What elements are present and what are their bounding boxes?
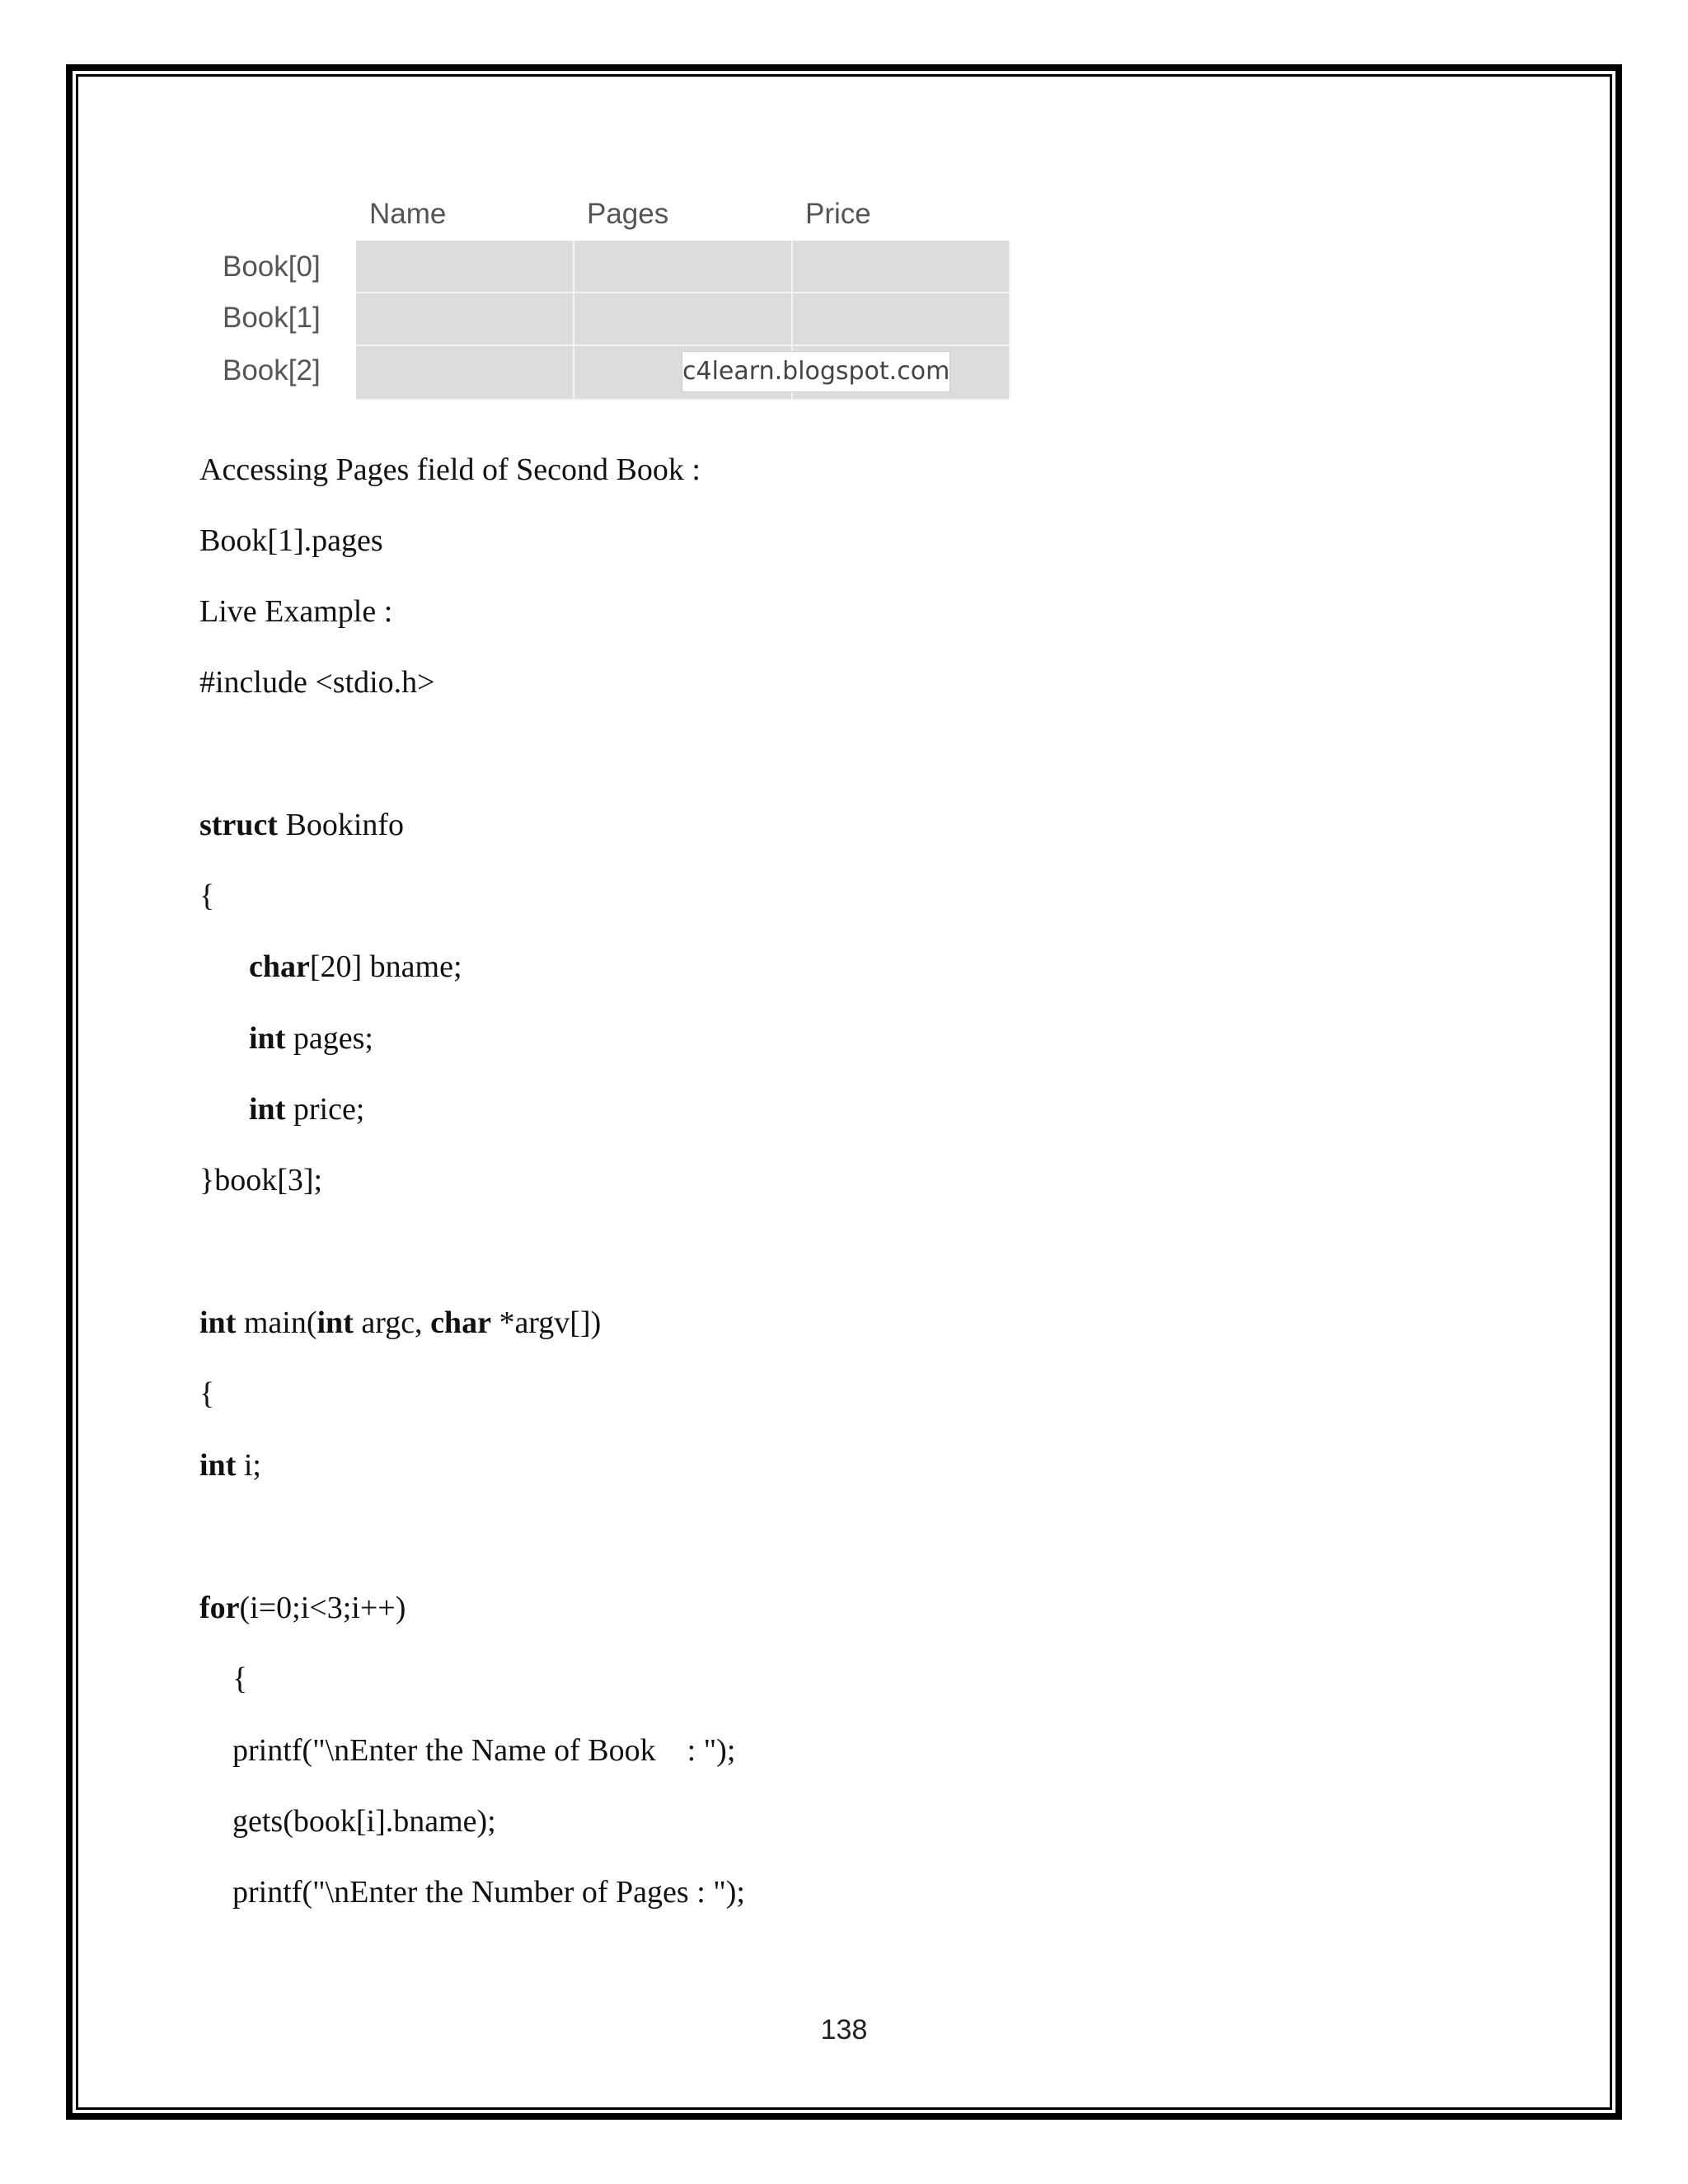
code-decl-line xyxy=(199,1447,261,1483)
code-text: pages; xyxy=(285,1021,373,1056)
keyword: char xyxy=(249,949,310,984)
keyword: struct xyxy=(199,808,278,842)
code-text: (i=0;i<3;i++) xyxy=(239,1591,406,1625)
code-text: [20] bname; xyxy=(309,949,462,984)
row-header-book2: Book[2] xyxy=(223,354,321,387)
table-cell xyxy=(356,241,574,293)
keyword: int xyxy=(199,1305,237,1340)
live-example-label: Live Example : xyxy=(199,594,393,629)
table-cell xyxy=(574,241,793,293)
section-heading: Accessing Pages field of Second Book : xyxy=(199,452,701,487)
keyword: int xyxy=(249,1021,286,1056)
array-structure-figure xyxy=(216,190,1040,404)
code-open-brace-for: { xyxy=(232,1661,248,1696)
table-cell xyxy=(356,346,574,401)
keyword: char xyxy=(430,1305,491,1340)
code-for-line xyxy=(199,1590,406,1626)
code-main-line xyxy=(199,1305,601,1341)
code-text: Bookinfo xyxy=(277,808,405,842)
row-header-book0: Book[0] xyxy=(223,251,321,283)
code-open-brace: { xyxy=(199,879,215,913)
keyword: int xyxy=(316,1305,354,1340)
code-include: #include <stdio.h> xyxy=(199,665,435,700)
keyword: for xyxy=(199,1591,240,1625)
code-text: i; xyxy=(236,1448,261,1483)
access-expression: Book[1].pages xyxy=(199,523,383,558)
keyword: int xyxy=(249,1092,286,1127)
code-text: argc, xyxy=(353,1305,431,1340)
table-cell xyxy=(574,293,793,346)
code-text: main( xyxy=(236,1305,317,1340)
code-pages-line xyxy=(249,1020,373,1057)
page-number: 138 xyxy=(820,2014,868,2046)
table-cell xyxy=(356,293,574,346)
row-header-book1: Book[1] xyxy=(223,302,321,334)
code-printf-pages: printf("\nEnter the Number of Pages : "); xyxy=(232,1875,745,1910)
code-text: price; xyxy=(285,1092,365,1127)
code-close-struct: }book[3]; xyxy=(199,1163,323,1197)
column-header-price: Price xyxy=(805,198,871,230)
table-cell xyxy=(793,241,1010,293)
column-header-pages: Pages xyxy=(587,198,669,230)
code-price-line xyxy=(249,1091,364,1127)
watermark-label: c4learn.blogspot.com xyxy=(682,351,950,392)
column-header-name: Name xyxy=(369,198,447,230)
code-char-line xyxy=(249,949,462,985)
code-gets-line: gets(book[i].bname); xyxy=(232,1804,496,1839)
table-cell xyxy=(793,293,1010,346)
code-text: *argv[]) xyxy=(490,1305,602,1340)
code-printf-name: printf("\nEnter the Name of Book : "); xyxy=(232,1733,736,1768)
code-open-brace-main: { xyxy=(199,1376,215,1411)
code-struct-line xyxy=(199,807,404,843)
keyword: int xyxy=(199,1448,237,1483)
